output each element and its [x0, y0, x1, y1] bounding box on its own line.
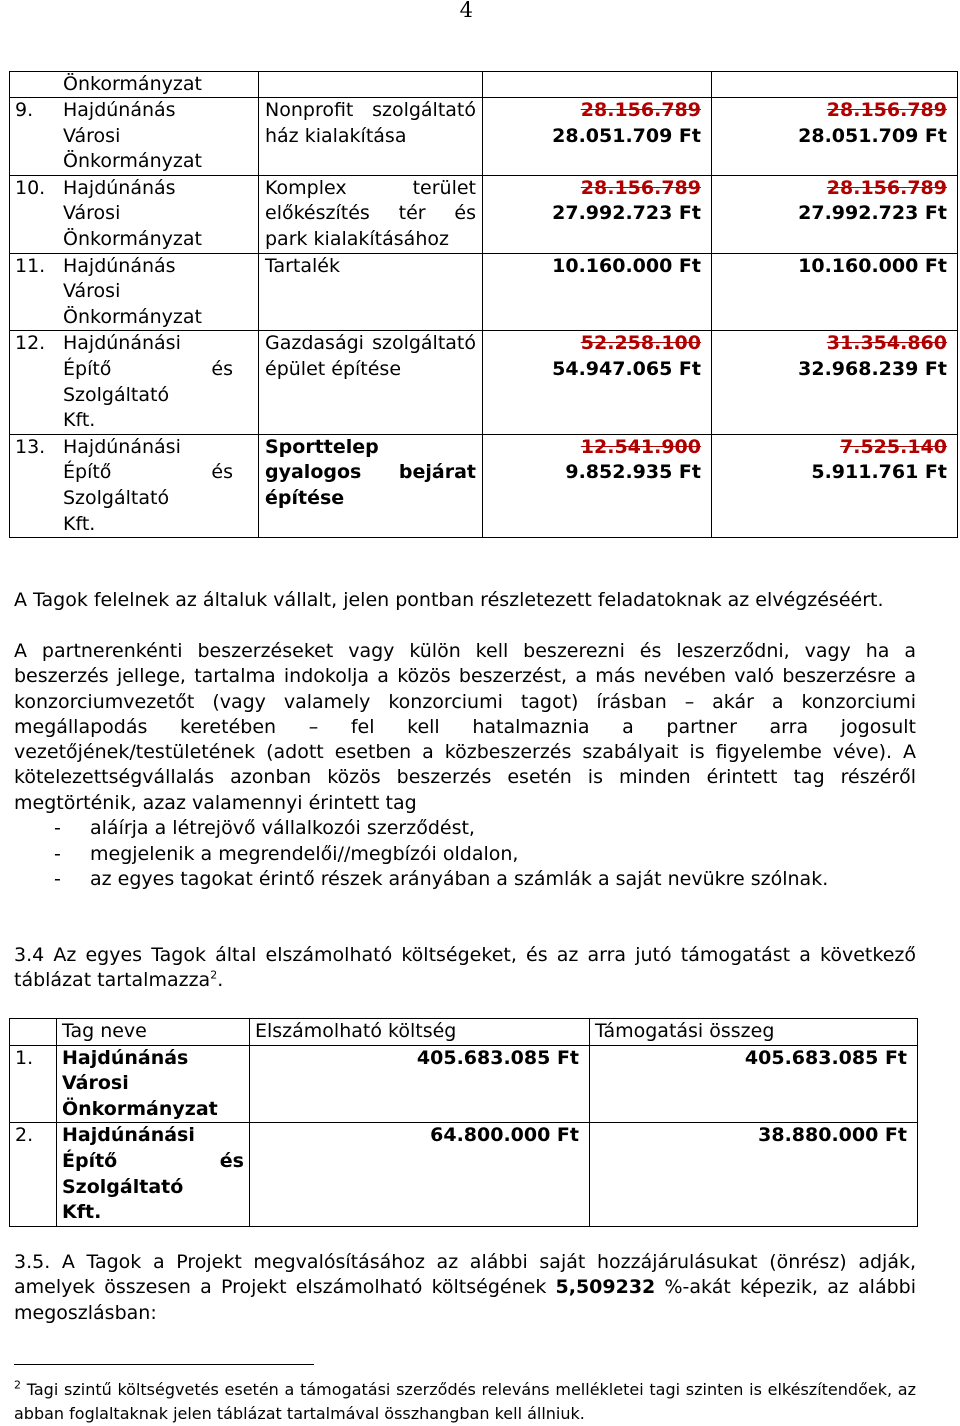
- amount: 10.160.000 Ft: [552, 254, 701, 277]
- amount: 32.968.239 Ft: [798, 357, 947, 380]
- section-3-4: 3.4 Az egyes Tagok által elszámolható költségeket, és az arra jutó támogatást a következő táblázat tartalmazza$^2$.: [14, 944, 916, 992]
- table-row: 9. Hajdúnánás Városi Önkormányzat Nonprofit szolgáltató ház kialakítása 28.156.789 28.051.709 Ft 28.156.789 28.051.709 Ft: [10, 98, 958, 176]
- support-cell: [712, 434, 958, 537]
- section-3-5: 3.5. A Tagok a Projekt megvalósításához az alábbi saját hozzájárulásukat (önrész) adják, amelyek összesen a Projekt elszámolható költségének 5,509232 %-akát képezik, az alábbi megoszlásban:: [14, 1251, 916, 1324]
- table-row: 13. Hajdúnánási Építő és Szolgáltató Kft. Sporttelep gyalogos bejárat építése 12.541.900 9.852.935 Ft 7.525.140 5.911.761 Ft: [10, 434, 958, 537]
- row-number: 12.: [15, 332, 46, 355]
- amount: 10.160.000 Ft: [798, 254, 947, 277]
- eligible-cost: 64.800.000 Ft: [250, 1123, 590, 1226]
- footnote-reference: 2: [210, 968, 218, 982]
- row-number: 2.: [10, 1123, 57, 1226]
- struck-amount: 12.541.900: [580, 435, 701, 458]
- obligation-list: [14, 816, 916, 893]
- list-item: - megjelenik a megrendelői//megbízói oldalon,: [54, 842, 519, 865]
- eligible-cost: 405.683.085 Ft: [250, 1045, 590, 1123]
- struck-amount: 7.525.140: [840, 435, 947, 458]
- support-cell: [712, 331, 958, 434]
- table-row: 11. Hajdúnánás Városi Önkormányzat Tartalék 10.160.000 Ft 10.160.000 Ft: [10, 253, 958, 331]
- responsibility-paragraph: A Tagok felelnek az általuk vállalt, jelen pontban részletezett feladatoknak az elvégzéséért.: [14, 589, 884, 611]
- amount: 28.051.709 Ft: [798, 124, 947, 147]
- row-number: 13.: [15, 435, 46, 458]
- struck-amount: 28.156.789: [580, 176, 701, 199]
- support-cell: [712, 175, 958, 253]
- struck-amount: 31.354.860: [826, 332, 947, 355]
- support-amount: 38.880.000 Ft: [590, 1123, 918, 1226]
- struck-amount: 28.156.789: [826, 176, 947, 199]
- row-number: 11.: [15, 254, 46, 277]
- amount: 54.947.065 Ft: [552, 357, 701, 380]
- eligible-cost-cell: [483, 253, 712, 331]
- amount: 27.992.723 Ft: [798, 202, 947, 225]
- eligible-cost-cell: [483, 434, 712, 537]
- support-amount: 405.683.085 Ft: [590, 1045, 918, 1123]
- row-number: 10.: [15, 176, 46, 199]
- row-number: 1.: [10, 1045, 57, 1123]
- task-description: Tartalék: [259, 253, 483, 331]
- column-header: Támogatási összeg: [590, 1019, 918, 1046]
- footnote: $^2$ Tagi szintű költségvetés esetén a támogatási szerződés releváns mellékletei tagi szinten is elkészítendőek, az abban foglaltaknak jelen táblázat tartalmával összhangban kell állniuk.: [14, 1378, 916, 1423]
- eligible-cost-cell: [483, 98, 712, 176]
- cost-support-table: [9, 1018, 918, 1227]
- task-description: Nonprofit szolgáltató ház kialakítása: [259, 98, 483, 176]
- struck-amount: 52.258.100: [580, 332, 701, 355]
- column-header: [10, 1019, 57, 1046]
- task-description: Sporttelep gyalogos bejárat építése: [259, 434, 483, 537]
- list-item: - aláírja a létrejövő vállalkozói szerződést,: [54, 817, 475, 839]
- amount: 28.051.709 Ft: [552, 124, 701, 147]
- member-name-fragment: Önkormányzat: [63, 73, 202, 95]
- support-cell: [712, 98, 958, 176]
- struck-amount: 28.156.789: [580, 99, 701, 121]
- footnote-separator: [14, 1364, 314, 1365]
- table-row-fragment: [10, 72, 958, 98]
- struck-amount: 28.156.789: [826, 99, 947, 121]
- amount: 27.992.723 Ft: [552, 202, 701, 225]
- task-description: Komplex terület előkészítés tér és park kialakításához: [259, 175, 483, 253]
- task-description: Gazdasági szolgáltató épület építése: [259, 331, 483, 434]
- member-name-line: Hajdúnánás: [63, 99, 176, 121]
- table-row: 10. Hajdúnánás Városi Önkormányzat Komplex terület előkészítés tér és park kialakításához 28.156.789 27.992.723 Ft 28.156.789 27.992.723 Ft: [10, 175, 958, 253]
- table-row: [10, 1123, 918, 1226]
- eligible-cost-cell: [483, 331, 712, 434]
- member-name: Hajdúnánás Városi Önkormányzat: [57, 1045, 250, 1123]
- list-item: - az egyes tagokat érintő részek arányában a számlák a saját nevükre szólnak.: [54, 868, 829, 891]
- footnote-mark: 2: [14, 1378, 21, 1392]
- member-name: Hajdúnánási Építő és Szolgáltató Kft.: [57, 1123, 250, 1226]
- row-number: 9.: [15, 99, 34, 121]
- table-header-row: [10, 1019, 918, 1046]
- column-header: Elszámolható költség: [250, 1019, 590, 1046]
- amount: 5.911.761 Ft: [811, 461, 947, 484]
- amount: 9.852.935 Ft: [565, 461, 701, 484]
- table-row: [10, 1045, 918, 1123]
- allocation-table: [9, 71, 958, 538]
- column-header: Tag neve: [57, 1019, 250, 1046]
- procurement-paragraph: A partnerenkénti beszerzéseket vagy külön kell beszerezni és leszerződni, vagy ha a beszerzés jellege, tartalma indokolja a közös beszerzést, a más nevében való beszerzésre a konzorciumvezetőt (vagy valamely konzorciumi tagot) írásban – akár a konzorciumi megállapodás keretében – fel kell hatalmaznia a partner arra jogosult vezetőjének/testületének (adott esetben a közbeszerzés szabályait is figyelembe véve). A kötelezettségvállalás azonban közös beszerzés esetén is minden érintett tag részéről megtörténik, azaz valamennyi érintett tag: [14, 640, 916, 814]
- own-contribution-percent: 5,509232: [555, 1276, 656, 1299]
- support-cell: [712, 253, 958, 331]
- eligible-cost-cell: [483, 175, 712, 253]
- table-row: 12. Hajdúnánási Építő és Szolgáltató Kft. Gazdasági szolgáltató épület építése 52.258.100 54.947.065 Ft 31.354.860 32.968.239 Ft: [10, 331, 958, 434]
- page-number: 4: [459, 0, 473, 22]
